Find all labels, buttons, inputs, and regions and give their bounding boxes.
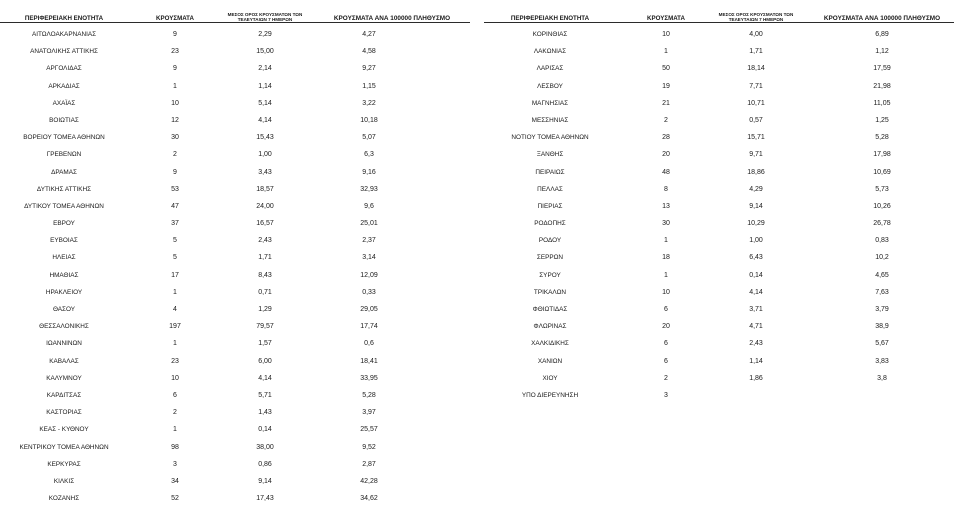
cell-per100k: 32,93 [360, 185, 378, 193]
cell-per100k: 9,16 [362, 168, 376, 176]
cell-per100k: 12,09 [360, 271, 378, 279]
cell-avg7: 0,71 [258, 288, 272, 296]
cell-per100k: 3,8 [877, 374, 887, 382]
cell-cases: 37 [171, 220, 179, 228]
table-row [484, 95, 954, 112]
table-row [484, 232, 954, 249]
cell-region: ΚΟΖΑΝΗΣ [48, 495, 80, 503]
cell-per100k: 38,9 [875, 323, 889, 331]
cell-avg7: 9,14 [749, 202, 763, 210]
cell-region: ΗΜΑΘΙΑΣ [49, 271, 79, 279]
table-row [0, 95, 470, 112]
cell-cases: 12 [171, 116, 179, 124]
cell-cases: 9 [173, 168, 177, 176]
table-row [0, 404, 470, 421]
table-row [0, 146, 470, 163]
table-row [484, 43, 954, 60]
cell-cases: 17 [171, 271, 179, 279]
cell-per100k: 0,33 [362, 288, 376, 296]
cell-per100k: 33,95 [360, 374, 378, 382]
table-row [0, 181, 470, 198]
cell-region: ΒΟΡΕΙΟΥ ΤΟΜΕΑ ΑΘΗΝΩΝ [23, 134, 105, 142]
cell-per100k: 17,74 [360, 323, 378, 331]
cell-cases: 98 [171, 443, 179, 451]
cell-cases: 50 [662, 65, 670, 73]
cell-region: ΘΕΣΣΑΛΟΝΙΚΗΣ [39, 323, 89, 331]
table-row [0, 473, 470, 490]
cell-cases: 23 [171, 357, 179, 365]
cell-cases: 3 [664, 391, 668, 399]
cell-cases: 34 [171, 477, 179, 485]
cell-per100k: 10,2 [875, 254, 889, 262]
cell-region: ΠΙΕΡΙΑΣ [537, 202, 563, 210]
cell-cases: 1 [173, 340, 177, 348]
cell-cases: 1 [664, 237, 668, 245]
table-row [484, 164, 954, 181]
cell-cases: 197 [169, 323, 181, 331]
cell-region: ΧΙΟΥ [542, 374, 558, 382]
cell-cases: 52 [171, 495, 179, 503]
cell-avg7: 9,14 [258, 477, 272, 485]
cell-cases: 1 [173, 426, 177, 434]
cell-cases: 10 [171, 374, 179, 382]
cell-avg7: 3,43 [258, 168, 272, 176]
cell-avg7: 15,43 [256, 134, 274, 142]
table-row [0, 439, 470, 456]
cell-per100k: 3,97 [362, 409, 376, 417]
cell-avg7: 2,43 [258, 237, 272, 245]
cell-avg7: 24,00 [256, 202, 274, 210]
cell-avg7: 1,71 [258, 254, 272, 262]
cell-region: ΤΡΙΚΑΛΩΝ [533, 288, 567, 296]
header-cases: ΚΡΟΥΣΜΑΤΑ [647, 15, 685, 22]
table-row [0, 198, 470, 215]
cell-region: ΔΥΤΙΚΗΣ ΑΤΤΙΚΗΣ [36, 185, 92, 193]
cell-avg7: 17,43 [256, 495, 274, 503]
cell-per100k: 6,3 [364, 151, 374, 159]
cell-avg7: 1,29 [258, 306, 272, 313]
cell-region: ΕΒΡΟΥ [53, 220, 75, 228]
cell-cases: 2 [664, 116, 668, 124]
table-row [484, 78, 954, 95]
table-row [484, 387, 954, 404]
cell-cases: 6 [173, 391, 177, 399]
cell-cases: 2 [173, 151, 177, 159]
cell-avg7: 18,57 [256, 185, 274, 193]
cell-avg7: 4,14 [258, 374, 272, 382]
cell-cases: 8 [664, 185, 668, 193]
cell-region: ΣΥΡΟΥ [539, 271, 561, 279]
right-table-body [484, 26, 954, 404]
cell-avg7: 4,00 [749, 31, 763, 38]
cell-avg7: 1,00 [258, 151, 272, 159]
table-row [484, 249, 954, 266]
cell-region: ΡΟΔΟΠΗΣ [534, 220, 566, 228]
cell-avg7: 4,14 [749, 288, 763, 296]
cell-per100k [830, 387, 934, 404]
cell-avg7: 7,71 [749, 82, 763, 90]
table-row [484, 60, 954, 77]
table-row [0, 335, 470, 352]
cell-region: ΛΕΣΒΟΥ [537, 82, 563, 90]
cell-per100k: 1,25 [875, 116, 889, 124]
cell-region: ΥΠΟ ΔΙΕΡΕΥΝΗΣΗ [521, 391, 579, 399]
cell-cases: 20 [662, 323, 670, 331]
header-cases: ΚΡΟΥΣΜΑΤΑ [156, 15, 194, 22]
table-row [484, 181, 954, 198]
cell-per100k: 26,78 [873, 220, 891, 228]
cell-region: ΜΑΓΝΗΣΙΑΣ [531, 99, 569, 107]
table-row [484, 335, 954, 352]
cell-per100k: 2,37 [362, 237, 376, 245]
cell-region: ΚΕΑΣ - ΚΥΘΝΟΥ [39, 426, 89, 434]
table-row [0, 78, 470, 95]
cell-avg7: 5,14 [258, 99, 272, 107]
cell-per100k: 29,05 [360, 306, 378, 313]
cell-region: ΕΥΒΟΙΑΣ [50, 237, 78, 245]
cell-per100k: 11,05 [873, 99, 891, 107]
cell-per100k: 17,59 [873, 65, 891, 73]
cell-cases: 53 [171, 185, 179, 193]
cell-region: ΛΑΚΩΝΙΑΣ [533, 48, 567, 56]
cell-avg7: 79,57 [256, 323, 274, 331]
cell-avg7: 4,14 [258, 116, 272, 124]
cell-cases: 10 [171, 99, 179, 107]
cell-cases: 5 [173, 254, 177, 262]
table-row [484, 318, 954, 335]
table-row [484, 215, 954, 232]
cell-region: ΝΟΤΙΟΥ ΤΟΜΕΑ ΑΘΗΝΩΝ [511, 134, 589, 142]
left-table-body [0, 26, 470, 507]
cell-per100k: 5,28 [362, 391, 376, 399]
header-avg7: ΜΕΣΟΣ ΟΡΟΣ ΚΡΟΥΣΜΑΤΩΝ ΤΩΝ ΤΕΛΕΥΤΑΙΩΝ 7 ΗΜΕΡΩΝ [718, 11, 794, 22]
right-table-header [484, 4, 954, 23]
table-row [0, 370, 470, 387]
cell-per100k: 10,18 [360, 116, 378, 124]
table-row [0, 267, 470, 284]
cell-region: ΘΑΣΟΥ [52, 306, 76, 313]
cell-per100k: 9,6 [364, 202, 374, 210]
cell-region: ΦΛΩΡΙΝΑΣ [533, 323, 567, 331]
table-row [484, 198, 954, 215]
header-per100k: ΚΡΟΥΣΜΑΤΑ ΑΝΑ 100000 ΠΛΗΘΥΣΜΟ [823, 15, 941, 22]
cell-region: ΑΙΤΩΛΟΑΚΑΡΝΑΝΙΑΣ [31, 31, 97, 38]
table-row [0, 318, 470, 335]
cell-avg7: 10,71 [747, 99, 765, 107]
cell-avg7: 38,00 [256, 443, 274, 451]
cell-cases: 10 [662, 288, 670, 296]
header-region: ΠΕΡΙΦΕΡΕΙΑΚΗ ΕΝΟΤΗΤΑ [24, 15, 104, 22]
cell-cases: 30 [662, 220, 670, 228]
cell-per100k: 17,98 [873, 151, 891, 159]
table-row [484, 284, 954, 301]
table-row [484, 353, 954, 370]
cell-cases: 1 [664, 271, 668, 279]
cell-region: ΗΡΑΚΛΕΙΟΥ [45, 288, 83, 296]
header-avg7: ΜΕΣΟΣ ΟΡΟΣ ΚΡΟΥΣΜΑΤΩΝ ΤΩΝ ΤΕΛΕΥΤΑΙΩΝ 7 ΗΜΕΡΩΝ [227, 11, 303, 22]
cell-cases: 1 [664, 48, 668, 56]
cell-avg7: 1,86 [749, 374, 763, 382]
table-row [484, 129, 954, 146]
cell-avg7: 15,71 [747, 134, 765, 142]
cell-region: ΚΑΡΔΙΤΣΑΣ [46, 391, 82, 399]
cell-avg7: 1,14 [749, 357, 763, 365]
cell-cases: 2 [173, 409, 177, 417]
cell-per100k: 10,69 [873, 168, 891, 176]
cell-per100k: 4,27 [362, 31, 376, 38]
table-row [0, 421, 470, 438]
cell-avg7: 4,71 [749, 323, 763, 331]
cell-avg7: 8,43 [258, 271, 272, 279]
cell-cases: 28 [662, 134, 670, 142]
cell-avg7: 2,43 [749, 340, 763, 348]
cell-cases: 47 [171, 202, 179, 210]
table-row [0, 215, 470, 232]
cell-cases: 18 [662, 254, 670, 262]
cell-region: ΧΑΝΙΩΝ [537, 357, 563, 365]
cell-region: ΠΕΙΡΑΙΩΣ [535, 168, 565, 176]
cell-per100k: 5,73 [875, 185, 889, 193]
left-table-header [0, 4, 470, 23]
cell-cases: 19 [662, 82, 670, 90]
cell-per100k: 2,87 [362, 460, 376, 468]
table-row [0, 60, 470, 77]
table-row [0, 353, 470, 370]
cell-per100k: 4,58 [362, 48, 376, 56]
cell-region: ΑΡΚΑΔΙΑΣ [48, 82, 80, 90]
cell-per100k: 3,14 [362, 254, 376, 262]
cell-per100k: 25,01 [360, 220, 378, 228]
cell-cases: 6 [664, 357, 668, 365]
cell-region: ΚΑΣΤΟΡΙΑΣ [46, 409, 82, 417]
table-row [484, 146, 954, 163]
table-row [0, 43, 470, 60]
cell-region: ΔΡΑΜΑΣ [51, 168, 77, 176]
cell-avg7: 1,00 [749, 237, 763, 245]
cell-cases: 10 [662, 31, 670, 38]
cell-avg7: 18,14 [747, 65, 765, 73]
cell-region: ΠΕΛΛΑΣ [537, 185, 563, 193]
cell-cases: 20 [662, 151, 670, 159]
cell-avg7: 1,14 [258, 82, 272, 90]
cell-region: ΞΑΝΘΗΣ [536, 151, 564, 159]
cell-avg7: 6,43 [749, 254, 763, 262]
cell-per100k: 42,28 [360, 477, 378, 485]
table-row [0, 387, 470, 404]
table-row [0, 164, 470, 181]
cell-region: ΚΕΡΚΥΡΑΣ [47, 460, 81, 468]
cell-avg7: 15,00 [256, 48, 274, 56]
cell-avg7: 5,71 [258, 391, 272, 399]
cell-per100k: 34,62 [360, 495, 378, 503]
table-row [0, 232, 470, 249]
cell-per100k: 5,67 [875, 340, 889, 348]
cell-per100k: 0,6 [364, 340, 374, 348]
cell-avg7: 18,86 [747, 168, 765, 176]
cell-per100k: 6,89 [875, 31, 889, 38]
cell-region: ΒΟΙΩΤΙΑΣ [49, 116, 79, 124]
cell-per100k: 9,27 [362, 65, 376, 73]
cell-avg7: 1,57 [258, 340, 272, 348]
cell-cases: 2 [664, 374, 668, 382]
table-row [0, 490, 470, 507]
cell-region: ΑΝΑΤΟΛΙΚΗΣ ΑΤΤΙΚΗΣ [30, 48, 98, 56]
cell-per100k: 5,28 [875, 134, 889, 142]
cell-cases: 3 [173, 460, 177, 468]
cell-cases: 21 [662, 99, 670, 107]
table-row [484, 112, 954, 129]
cell-region: ΛΑΡΙΣΑΣ [536, 65, 564, 73]
cell-per100k: 3,83 [875, 357, 889, 365]
table-row [484, 26, 954, 43]
table-row [0, 456, 470, 473]
cell-cases: 6 [664, 340, 668, 348]
cell-avg7: 2,14 [258, 65, 272, 73]
table-row [484, 267, 954, 284]
cell-avg7: 4,29 [749, 185, 763, 193]
cell-region: ΙΩΑΝΝΙΝΩΝ [46, 340, 82, 348]
cell-per100k: 10,26 [873, 202, 891, 210]
cell-cases: 4 [173, 306, 177, 313]
cell-avg7: 16,57 [256, 220, 274, 228]
cell-per100k: 4,65 [875, 271, 889, 279]
cell-cases: 1 [173, 288, 177, 296]
cell-region: ΚΑΒΑΛΑΣ [49, 357, 79, 365]
table-row [0, 301, 470, 318]
cell-region: ΑΡΓΟΛΙΔΑΣ [46, 65, 82, 73]
cell-avg7: 3,71 [749, 306, 763, 313]
cell-region: ΚΙΛΚΙΣ [53, 477, 75, 485]
cell-per100k: 7,63 [875, 288, 889, 296]
cell-cases: 30 [171, 134, 179, 142]
cell-per100k: 9,52 [362, 443, 376, 451]
cell-cases: 6 [664, 306, 668, 313]
cell-avg7: 9,71 [749, 151, 763, 159]
table-row [0, 26, 470, 43]
table-row [0, 112, 470, 129]
cell-avg7: 0,14 [258, 426, 272, 434]
cell-region: ΣΕΡΡΩΝ [536, 254, 564, 262]
cell-per100k: 1,12 [875, 48, 889, 56]
cell-per100k: 5,07 [362, 134, 376, 142]
cell-region: ΑΧΑΪΑΣ [52, 99, 76, 107]
cell-per100k: 21,98 [873, 82, 891, 90]
cell-region: ΚΑΛΥΜΝΟΥ [46, 374, 82, 382]
table-row [484, 301, 954, 318]
header-per100k: ΚΡΟΥΣΜΑΤΑ ΑΝΑ 100000 ΠΛΗΘΥΣΜΟ [333, 15, 451, 22]
cell-per100k: 25,57 [360, 426, 378, 434]
cell-avg7 [706, 387, 806, 404]
cell-region: ΡΟΔΟΥ [538, 237, 562, 245]
cell-region: ΚΕΝΤΡΙΚΟΥ ΤΟΜΕΑ ΑΘΗΝΩΝ [19, 443, 109, 451]
cell-per100k: 3,22 [362, 99, 376, 107]
cell-avg7: 1,71 [749, 48, 763, 56]
table-row [0, 129, 470, 146]
cell-cases: 9 [173, 31, 177, 38]
cell-per100k: 0,83 [875, 237, 889, 245]
cell-region: ΦΘΙΩΤΙΔΑΣ [532, 306, 568, 313]
cell-region: ΔΥΤΙΚΟΥ ΤΟΜΕΑ ΑΘΗΝΩΝ [24, 202, 104, 210]
cell-per100k: 1,15 [362, 82, 376, 90]
cell-per100k: 18,41 [360, 357, 378, 365]
cell-cases: 23 [171, 48, 179, 56]
cell-region: ΜΕΣΣΗΝΙΑΣ [531, 116, 569, 124]
header-region: ΠΕΡΙΦΕΡΕΙΑΚΗ ΕΝΟΤΗΤΑ [510, 15, 590, 22]
cell-avg7: 2,29 [258, 31, 272, 38]
table-row [0, 249, 470, 266]
cell-avg7: 10,29 [747, 220, 765, 228]
cell-avg7: 0,57 [749, 116, 763, 124]
table-row [484, 370, 954, 387]
cell-avg7: 6,00 [258, 357, 272, 365]
cell-cases: 48 [662, 168, 670, 176]
cell-region: ΓΡΕΒΕΝΩΝ [46, 151, 82, 159]
cell-avg7: 0,14 [749, 271, 763, 279]
cell-cases: 13 [662, 202, 670, 210]
cell-per100k: 3,79 [875, 306, 889, 313]
cell-cases: 9 [173, 65, 177, 73]
cell-region: ΚΟΡΙΝΘΙΑΣ [532, 31, 568, 38]
cell-cases: 1 [173, 82, 177, 90]
table-row [0, 284, 470, 301]
cell-region: ΗΛΕΙΑΣ [52, 254, 76, 262]
cell-cases: 5 [173, 237, 177, 245]
cell-region: ΧΑΛΚΙΔΙΚΗΣ [531, 340, 569, 348]
cell-avg7: 0,86 [258, 460, 272, 468]
cell-avg7: 1,43 [258, 409, 272, 417]
